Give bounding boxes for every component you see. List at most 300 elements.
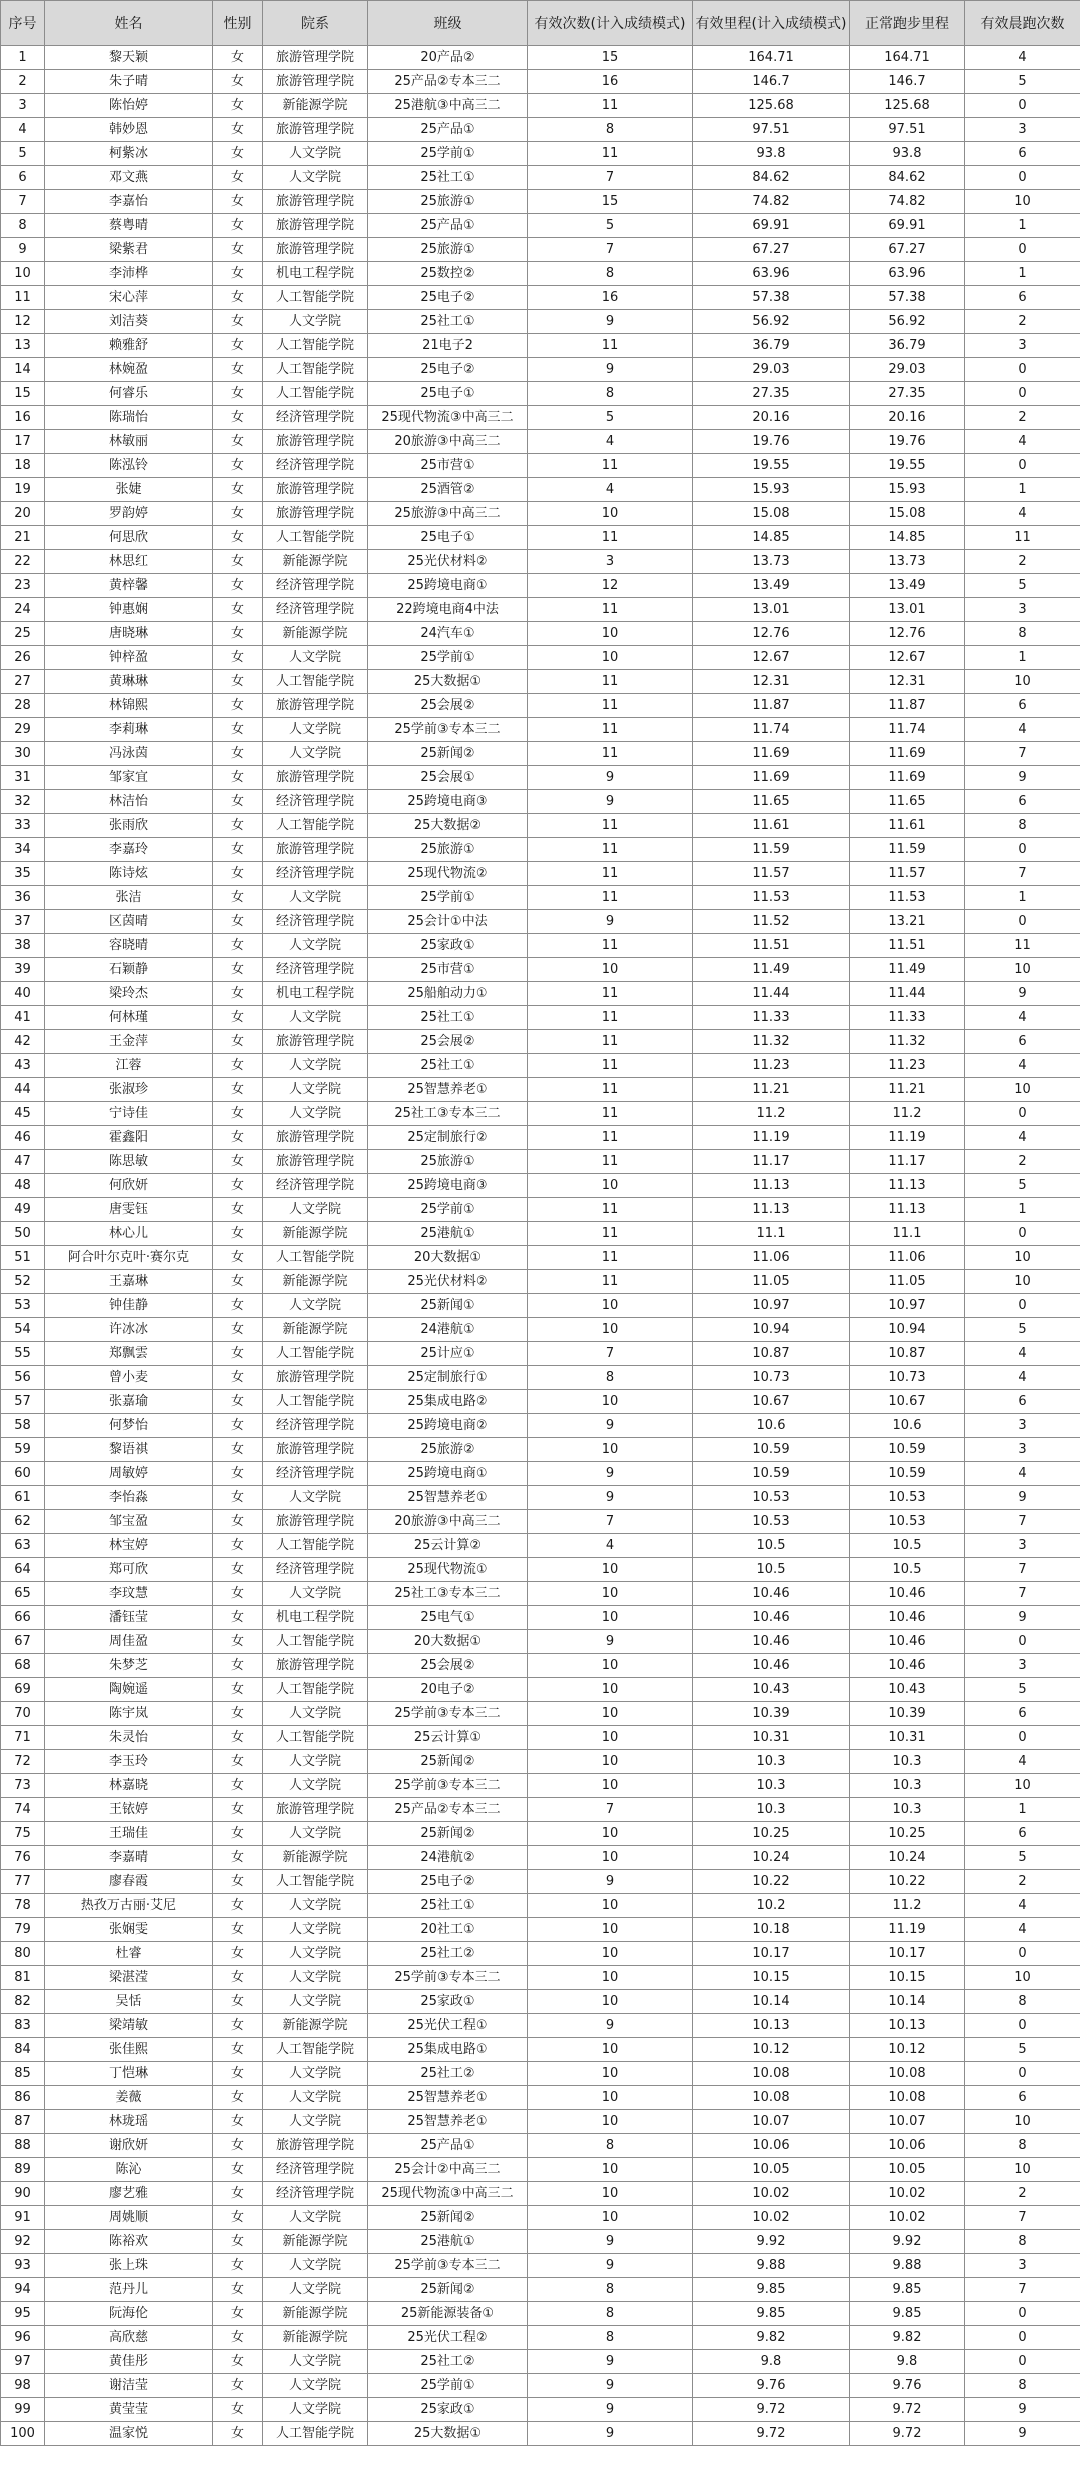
cell-morning-runs: 7 bbox=[965, 862, 1080, 886]
cell-gender: 女 bbox=[213, 1774, 263, 1798]
cell-normal-distance: 10.02 bbox=[850, 2182, 965, 2206]
cell-class: 25市营① bbox=[368, 454, 528, 478]
cell-valid-count: 9 bbox=[528, 2398, 693, 2422]
cell-index: 51 bbox=[1, 1246, 45, 1270]
cell-class: 25社工③专本三二 bbox=[368, 1582, 528, 1606]
cell-morning-runs: 10 bbox=[965, 1966, 1080, 1990]
cell-gender: 女 bbox=[213, 1582, 263, 1606]
table-row bbox=[1, 2062, 1080, 2086]
cell-index: 54 bbox=[1, 1318, 45, 1342]
cell-index: 22 bbox=[1, 550, 45, 574]
cell-gender: 女 bbox=[213, 1966, 263, 1990]
header-class: 班级 bbox=[368, 1, 528, 46]
cell-class: 24港航① bbox=[368, 1318, 528, 1342]
cell-college: 新能源学院 bbox=[263, 2230, 368, 2254]
cell-index: 72 bbox=[1, 1750, 45, 1774]
cell-valid-distance: 10.39 bbox=[693, 1702, 850, 1726]
cell-name: 张雨欣 bbox=[45, 814, 213, 838]
cell-valid-count: 10 bbox=[528, 1558, 693, 1582]
cell-class: 25学前① bbox=[368, 2374, 528, 2398]
cell-normal-distance: 10.12 bbox=[850, 2038, 965, 2062]
cell-class: 25家政① bbox=[368, 1990, 528, 2014]
cell-name: 黄莹莹 bbox=[45, 2398, 213, 2422]
cell-morning-runs: 10 bbox=[965, 670, 1080, 694]
cell-class: 25光伏材料② bbox=[368, 550, 528, 574]
cell-index: 93 bbox=[1, 2254, 45, 2278]
cell-normal-distance: 10.5 bbox=[850, 1558, 965, 1582]
cell-college: 经济管理学院 bbox=[263, 1174, 368, 1198]
cell-class: 25酒管② bbox=[368, 478, 528, 502]
cell-college: 人文学院 bbox=[263, 1006, 368, 1030]
cell-morning-runs: 6 bbox=[965, 1822, 1080, 1846]
cell-gender: 女 bbox=[213, 1990, 263, 2014]
cell-gender: 女 bbox=[213, 2158, 263, 2182]
cell-name: 梁湛滢 bbox=[45, 1966, 213, 1990]
cell-name: 曾小麦 bbox=[45, 1366, 213, 1390]
cell-valid-count: 11 bbox=[528, 718, 693, 742]
cell-gender: 女 bbox=[213, 1894, 263, 1918]
cell-valid-count: 11 bbox=[528, 1126, 693, 1150]
cell-morning-runs: 4 bbox=[965, 1006, 1080, 1030]
table-row bbox=[1, 1582, 1080, 1606]
cell-index: 10 bbox=[1, 262, 45, 286]
cell-morning-runs: 5 bbox=[965, 1318, 1080, 1342]
cell-gender: 女 bbox=[213, 2254, 263, 2278]
cell-name: 宋心萍 bbox=[45, 286, 213, 310]
cell-morning-runs: 3 bbox=[965, 598, 1080, 622]
cell-normal-distance: 20.16 bbox=[850, 406, 965, 430]
cell-normal-distance: 74.82 bbox=[850, 190, 965, 214]
cell-valid-distance: 146.7 bbox=[693, 70, 850, 94]
cell-normal-distance: 11.74 bbox=[850, 718, 965, 742]
cell-index: 8 bbox=[1, 214, 45, 238]
cell-name: 李玉玲 bbox=[45, 1750, 213, 1774]
cell-normal-distance: 10.67 bbox=[850, 1390, 965, 1414]
cell-gender: 女 bbox=[213, 1078, 263, 1102]
cell-college: 人文学院 bbox=[263, 1966, 368, 1990]
cell-morning-runs: 8 bbox=[965, 814, 1080, 838]
cell-valid-distance: 13.73 bbox=[693, 550, 850, 574]
cell-class: 25旅游① bbox=[368, 1150, 528, 1174]
cell-class: 20社工① bbox=[368, 1918, 528, 1942]
cell-name: 唐晓琳 bbox=[45, 622, 213, 646]
cell-normal-distance: 10.13 bbox=[850, 2014, 965, 2038]
cell-normal-distance: 10.02 bbox=[850, 2206, 965, 2230]
table-row bbox=[1, 454, 1080, 478]
cell-valid-count: 9 bbox=[528, 1462, 693, 1486]
cell-normal-distance: 11.17 bbox=[850, 1150, 965, 1174]
cell-valid-count: 10 bbox=[528, 1918, 693, 1942]
cell-class: 25光伏工程② bbox=[368, 2326, 528, 2350]
cell-valid-distance: 74.82 bbox=[693, 190, 850, 214]
cell-name: 黎语祺 bbox=[45, 1438, 213, 1462]
table-row bbox=[1, 2206, 1080, 2230]
cell-college: 旅游管理学院 bbox=[263, 838, 368, 862]
table-row bbox=[1, 142, 1080, 166]
cell-morning-runs: 8 bbox=[965, 622, 1080, 646]
cell-valid-count: 11 bbox=[528, 670, 693, 694]
cell-index: 7 bbox=[1, 190, 45, 214]
table-row bbox=[1, 862, 1080, 886]
cell-normal-distance: 10.08 bbox=[850, 2062, 965, 2086]
cell-gender: 女 bbox=[213, 2302, 263, 2326]
cell-college: 新能源学院 bbox=[263, 1846, 368, 1870]
table-row bbox=[1, 814, 1080, 838]
cell-gender: 女 bbox=[213, 2230, 263, 2254]
cell-gender: 女 bbox=[213, 694, 263, 718]
cell-name: 何林瑾 bbox=[45, 1006, 213, 1030]
cell-class: 25现代物流③中高三二 bbox=[368, 406, 528, 430]
cell-index: 34 bbox=[1, 838, 45, 862]
cell-index: 99 bbox=[1, 2398, 45, 2422]
cell-morning-runs: 10 bbox=[965, 190, 1080, 214]
cell-college: 人工智能学院 bbox=[263, 1678, 368, 1702]
cell-normal-distance: 12.76 bbox=[850, 622, 965, 646]
cell-college: 经济管理学院 bbox=[263, 790, 368, 814]
cell-normal-distance: 11.69 bbox=[850, 766, 965, 790]
cell-index: 67 bbox=[1, 1630, 45, 1654]
cell-name: 石颖静 bbox=[45, 958, 213, 982]
cell-valid-distance: 11.69 bbox=[693, 766, 850, 790]
cell-class: 25电子① bbox=[368, 382, 528, 406]
cell-college: 人文学院 bbox=[263, 1774, 368, 1798]
cell-index: 33 bbox=[1, 814, 45, 838]
cell-gender: 女 bbox=[213, 1942, 263, 1966]
cell-college: 经济管理学院 bbox=[263, 1414, 368, 1438]
cell-normal-distance: 11.44 bbox=[850, 982, 965, 1006]
cell-name: 温家悦 bbox=[45, 2422, 213, 2446]
table-row bbox=[1, 646, 1080, 670]
cell-normal-distance: 11.65 bbox=[850, 790, 965, 814]
cell-normal-distance: 11.1 bbox=[850, 1222, 965, 1246]
cell-morning-runs: 6 bbox=[965, 790, 1080, 814]
cell-valid-count: 11 bbox=[528, 1222, 693, 1246]
cell-gender: 女 bbox=[213, 598, 263, 622]
cell-normal-distance: 10.46 bbox=[850, 1606, 965, 1630]
cell-gender: 女 bbox=[213, 1534, 263, 1558]
cell-normal-distance: 11.2 bbox=[850, 1894, 965, 1918]
cell-index: 59 bbox=[1, 1438, 45, 1462]
cell-gender: 女 bbox=[213, 334, 263, 358]
cell-valid-count: 9 bbox=[528, 1870, 693, 1894]
cell-class: 25社工① bbox=[368, 1894, 528, 1918]
cell-name: 韩妙恩 bbox=[45, 118, 213, 142]
cell-normal-distance: 9.88 bbox=[850, 2254, 965, 2278]
cell-college: 新能源学院 bbox=[263, 2326, 368, 2350]
cell-index: 49 bbox=[1, 1198, 45, 1222]
table-row bbox=[1, 2038, 1080, 2062]
cell-college: 人文学院 bbox=[263, 2374, 368, 2398]
cell-college: 人文学院 bbox=[263, 886, 368, 910]
cell-valid-count: 10 bbox=[528, 1822, 693, 1846]
cell-morning-runs: 6 bbox=[965, 1702, 1080, 1726]
cell-valid-count: 11 bbox=[528, 982, 693, 1006]
table-row bbox=[1, 2350, 1080, 2374]
cell-valid-distance: 11.49 bbox=[693, 958, 850, 982]
cell-valid-distance: 19.55 bbox=[693, 454, 850, 478]
cell-name: 谢洁莹 bbox=[45, 2374, 213, 2398]
cell-gender: 女 bbox=[213, 1342, 263, 1366]
cell-gender: 女 bbox=[213, 46, 263, 70]
cell-gender: 女 bbox=[213, 1414, 263, 1438]
cell-valid-distance: 10.94 bbox=[693, 1318, 850, 1342]
cell-college: 旅游管理学院 bbox=[263, 1798, 368, 1822]
cell-index: 60 bbox=[1, 1462, 45, 1486]
cell-valid-count: 10 bbox=[528, 1702, 693, 1726]
cell-valid-count: 11 bbox=[528, 526, 693, 550]
cell-class: 25旅游③中高三二 bbox=[368, 502, 528, 526]
table-row bbox=[1, 2254, 1080, 2278]
cell-college: 人文学院 bbox=[263, 1918, 368, 1942]
cell-index: 69 bbox=[1, 1678, 45, 1702]
cell-valid-count: 11 bbox=[528, 862, 693, 886]
cell-college: 人工智能学院 bbox=[263, 2038, 368, 2062]
cell-index: 71 bbox=[1, 1726, 45, 1750]
cell-index: 56 bbox=[1, 1366, 45, 1390]
cell-name: 钟惠娴 bbox=[45, 598, 213, 622]
cell-valid-count: 11 bbox=[528, 838, 693, 862]
table-row bbox=[1, 1126, 1080, 1150]
cell-index: 85 bbox=[1, 2062, 45, 2086]
table-row bbox=[1, 2158, 1080, 2182]
cell-valid-count: 8 bbox=[528, 382, 693, 406]
cell-valid-distance: 27.35 bbox=[693, 382, 850, 406]
cell-morning-runs: 6 bbox=[965, 286, 1080, 310]
cell-normal-distance: 11.21 bbox=[850, 1078, 965, 1102]
cell-valid-distance: 11.21 bbox=[693, 1078, 850, 1102]
cell-normal-distance: 11.19 bbox=[850, 1126, 965, 1150]
cell-gender: 女 bbox=[213, 142, 263, 166]
cell-valid-count: 4 bbox=[528, 478, 693, 502]
cell-name: 黎天颖 bbox=[45, 46, 213, 70]
cell-class: 25学前③专本三二 bbox=[368, 1966, 528, 1990]
cell-college: 机电工程学院 bbox=[263, 262, 368, 286]
cell-name: 潘钰莹 bbox=[45, 1606, 213, 1630]
cell-morning-runs: 0 bbox=[965, 238, 1080, 262]
cell-morning-runs: 0 bbox=[965, 94, 1080, 118]
table-row bbox=[1, 982, 1080, 1006]
cell-class: 25数控② bbox=[368, 262, 528, 286]
cell-name: 何梦怡 bbox=[45, 1414, 213, 1438]
cell-index: 96 bbox=[1, 2326, 45, 2350]
cell-normal-distance: 9.92 bbox=[850, 2230, 965, 2254]
cell-normal-distance: 12.67 bbox=[850, 646, 965, 670]
cell-valid-distance: 11.65 bbox=[693, 790, 850, 814]
table-row bbox=[1, 1558, 1080, 1582]
cell-class: 25产品②专本三二 bbox=[368, 1798, 528, 1822]
cell-valid-distance: 69.91 bbox=[693, 214, 850, 238]
table-row bbox=[1, 1702, 1080, 1726]
cell-college: 人文学院 bbox=[263, 646, 368, 670]
cell-index: 25 bbox=[1, 622, 45, 646]
cell-normal-distance: 10.24 bbox=[850, 1846, 965, 1870]
cell-valid-distance: 10.46 bbox=[693, 1606, 850, 1630]
cell-index: 78 bbox=[1, 1894, 45, 1918]
cell-gender: 女 bbox=[213, 1054, 263, 1078]
cell-index: 12 bbox=[1, 310, 45, 334]
cell-class: 25光伏工程① bbox=[368, 2014, 528, 2038]
cell-college: 人文学院 bbox=[263, 1702, 368, 1726]
cell-gender: 女 bbox=[213, 1318, 263, 1342]
cell-college: 人文学院 bbox=[263, 1054, 368, 1078]
cell-valid-count: 9 bbox=[528, 1486, 693, 1510]
cell-name: 李嘉怡 bbox=[45, 190, 213, 214]
table-row bbox=[1, 526, 1080, 550]
cell-valid-count: 9 bbox=[528, 2350, 693, 2374]
cell-college: 人文学院 bbox=[263, 310, 368, 334]
table-row bbox=[1, 1918, 1080, 1942]
cell-index: 3 bbox=[1, 94, 45, 118]
cell-index: 77 bbox=[1, 1870, 45, 1894]
table-row bbox=[1, 238, 1080, 262]
cell-college: 人文学院 bbox=[263, 1750, 368, 1774]
cell-morning-runs: 3 bbox=[965, 118, 1080, 142]
cell-normal-distance: 67.27 bbox=[850, 238, 965, 262]
cell-valid-count: 8 bbox=[528, 2134, 693, 2158]
cell-valid-distance: 164.71 bbox=[693, 46, 850, 70]
cell-index: 47 bbox=[1, 1150, 45, 1174]
table-row bbox=[1, 1822, 1080, 1846]
cell-class: 25智慧养老① bbox=[368, 1486, 528, 1510]
cell-class: 25集成电路① bbox=[368, 2038, 528, 2062]
cell-index: 9 bbox=[1, 238, 45, 262]
cell-valid-distance: 12.67 bbox=[693, 646, 850, 670]
cell-gender: 女 bbox=[213, 1558, 263, 1582]
cell-normal-distance: 9.76 bbox=[850, 2374, 965, 2398]
cell-normal-distance: 10.73 bbox=[850, 1366, 965, 1390]
cell-class: 25智慧养老① bbox=[368, 2110, 528, 2134]
table-row bbox=[1, 1342, 1080, 1366]
cell-gender: 女 bbox=[213, 742, 263, 766]
cell-normal-distance: 9.85 bbox=[850, 2302, 965, 2326]
cell-valid-distance: 10.05 bbox=[693, 2158, 850, 2182]
cell-index: 28 bbox=[1, 694, 45, 718]
cell-morning-runs: 6 bbox=[965, 1030, 1080, 1054]
cell-name: 王金萍 bbox=[45, 1030, 213, 1054]
cell-college: 旅游管理学院 bbox=[263, 190, 368, 214]
cell-class: 20产品② bbox=[368, 46, 528, 70]
cell-name: 陶婉遥 bbox=[45, 1678, 213, 1702]
cell-gender: 女 bbox=[213, 478, 263, 502]
cell-morning-runs: 8 bbox=[965, 2134, 1080, 2158]
cell-valid-count: 10 bbox=[528, 1846, 693, 1870]
cell-morning-runs: 0 bbox=[965, 1630, 1080, 1654]
cell-class: 25会计②中高三二 bbox=[368, 2158, 528, 2182]
table-row bbox=[1, 718, 1080, 742]
cell-class: 25学前③专本三二 bbox=[368, 1702, 528, 1726]
cell-normal-distance: 12.31 bbox=[850, 670, 965, 694]
cell-normal-distance: 11.06 bbox=[850, 1246, 965, 1270]
cell-name: 阿合叶尔克叶·赛尔克 bbox=[45, 1246, 213, 1270]
cell-index: 84 bbox=[1, 2038, 45, 2062]
cell-gender: 女 bbox=[213, 838, 263, 862]
cell-normal-distance: 15.08 bbox=[850, 502, 965, 526]
cell-morning-runs: 0 bbox=[965, 1942, 1080, 1966]
cell-name: 张娴雯 bbox=[45, 1918, 213, 1942]
cell-valid-distance: 11.13 bbox=[693, 1198, 850, 1222]
cell-gender: 女 bbox=[213, 766, 263, 790]
cell-class: 25产品① bbox=[368, 2134, 528, 2158]
cell-normal-distance: 10.3 bbox=[850, 1798, 965, 1822]
cell-class: 25社工① bbox=[368, 1054, 528, 1078]
cell-valid-distance: 10.53 bbox=[693, 1486, 850, 1510]
cell-index: 94 bbox=[1, 2278, 45, 2302]
cell-valid-distance: 10.5 bbox=[693, 1558, 850, 1582]
cell-gender: 女 bbox=[213, 1510, 263, 1534]
cell-index: 39 bbox=[1, 958, 45, 982]
cell-valid-distance: 11.87 bbox=[693, 694, 850, 718]
cell-valid-count: 9 bbox=[528, 2014, 693, 2038]
cell-valid-distance: 10.46 bbox=[693, 1654, 850, 1678]
cell-morning-runs: 7 bbox=[965, 2206, 1080, 2230]
cell-gender: 女 bbox=[213, 310, 263, 334]
cell-college: 人工智能学院 bbox=[263, 1246, 368, 1270]
cell-normal-distance: 11.69 bbox=[850, 742, 965, 766]
cell-class: 25旅游① bbox=[368, 238, 528, 262]
cell-morning-runs: 3 bbox=[965, 1438, 1080, 1462]
cell-valid-count: 10 bbox=[528, 2062, 693, 2086]
table-row bbox=[1, 1054, 1080, 1078]
cell-name: 热孜万古丽·艾尼 bbox=[45, 1894, 213, 1918]
cell-college: 人文学院 bbox=[263, 934, 368, 958]
cell-valid-distance: 84.62 bbox=[693, 166, 850, 190]
table-row bbox=[1, 2326, 1080, 2350]
cell-morning-runs: 2 bbox=[965, 550, 1080, 574]
cell-valid-count: 11 bbox=[528, 1102, 693, 1126]
cell-valid-count: 10 bbox=[528, 1990, 693, 2014]
table-row bbox=[1, 1414, 1080, 1438]
cell-valid-distance: 11.53 bbox=[693, 886, 850, 910]
cell-valid-count: 10 bbox=[528, 1966, 693, 1990]
cell-normal-distance: 11.53 bbox=[850, 886, 965, 910]
cell-morning-runs: 5 bbox=[965, 1174, 1080, 1198]
cell-college: 人文学院 bbox=[263, 2062, 368, 2086]
cell-class: 20大数据① bbox=[368, 1630, 528, 1654]
table-row bbox=[1, 1630, 1080, 1654]
cell-index: 62 bbox=[1, 1510, 45, 1534]
cell-gender: 女 bbox=[213, 1822, 263, 1846]
cell-class: 25大数据① bbox=[368, 670, 528, 694]
cell-valid-count: 10 bbox=[528, 1894, 693, 1918]
cell-index: 55 bbox=[1, 1342, 45, 1366]
cell-valid-distance: 10.59 bbox=[693, 1438, 850, 1462]
cell-index: 38 bbox=[1, 934, 45, 958]
cell-valid-count: 10 bbox=[528, 1942, 693, 1966]
cell-normal-distance: 19.55 bbox=[850, 454, 965, 478]
cell-index: 80 bbox=[1, 1942, 45, 1966]
cell-index: 35 bbox=[1, 862, 45, 886]
cell-college: 人文学院 bbox=[263, 1102, 368, 1126]
cell-valid-count: 7 bbox=[528, 1342, 693, 1366]
cell-index: 65 bbox=[1, 1582, 45, 1606]
table-header bbox=[1, 1, 1080, 46]
cell-class: 25船舶动力① bbox=[368, 982, 528, 1006]
cell-name: 张佳熙 bbox=[45, 2038, 213, 2062]
cell-gender: 女 bbox=[213, 646, 263, 670]
cell-college: 旅游管理学院 bbox=[263, 1366, 368, 1390]
cell-college: 旅游管理学院 bbox=[263, 1150, 368, 1174]
cell-normal-distance: 13.21 bbox=[850, 910, 965, 934]
cell-college: 旅游管理学院 bbox=[263, 214, 368, 238]
cell-gender: 女 bbox=[213, 238, 263, 262]
cell-valid-count: 9 bbox=[528, 2374, 693, 2398]
cell-name: 林锦熙 bbox=[45, 694, 213, 718]
cell-class: 25跨境电商① bbox=[368, 574, 528, 598]
cell-normal-distance: 10.97 bbox=[850, 1294, 965, 1318]
cell-index: 19 bbox=[1, 478, 45, 502]
cell-morning-runs: 6 bbox=[965, 142, 1080, 166]
cell-college: 人文学院 bbox=[263, 2254, 368, 2278]
